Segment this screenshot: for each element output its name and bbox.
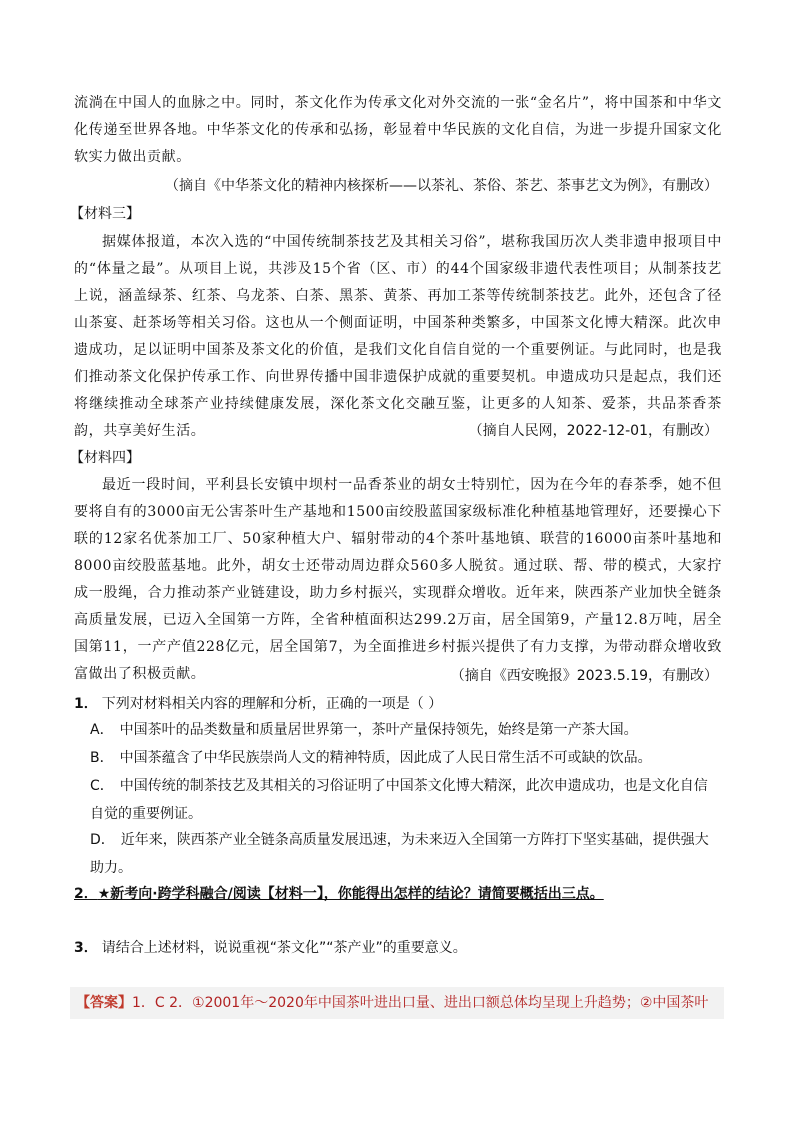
source-material-three: （摘自人民网，2022-12-01，有删改） (468, 423, 718, 439)
question-3 (74, 934, 722, 962)
option-label: A． (90, 722, 114, 738)
source-material-two: （摘自《中华茶文化的精神内核探析——以茶礼、茶俗、茶艺、茶事艺文为例》，有删改） (165, 178, 718, 194)
option-c[interactable] (90, 772, 720, 828)
option-b[interactable] (90, 744, 720, 772)
heading-material-four: 【材料四】 (70, 450, 140, 466)
question-number: 2． (74, 886, 98, 902)
question-text: 下列对材料相关内容的理解和分析，正确的一项是（ ） (101, 696, 443, 712)
question-text: ★新考向·跨学科融合/阅读【材料一】，你能得出怎样的结论？请简要概括出三点。 (97, 886, 604, 902)
option-text: 中国茶叶的品类数量和质量居世界第一，茶叶产量保持领先，始终是第一产茶大国。 (119, 722, 638, 738)
paragraph-material-two-ending: 流淌在中国人的血脉之中。同时，茶文化作为传承文化对外交流的一张“金名片”，将中国茶和中华文化传递至世界各地。中华茶文化的传承和弘扬，彰显着中华民族的文化自信，为进一步提升国家文化软实力做出贡献。 (74, 95, 722, 165)
answer-label: 【答案】 (76, 995, 132, 1011)
option-text: 近年来，陕西茶产业全链条高质量发展迅速，为未来迈入全国第一方阵打下坚实基础，提供强大助力。 (90, 832, 709, 876)
question-number: 1． (74, 696, 98, 712)
option-text: 中国茶蕴含了中华民族崇尚人文的精神特质，因此成了人民日常生活不可或缺的饮品。 (119, 750, 652, 766)
option-label: D． (90, 832, 115, 848)
source-material-four: （摘自《西安晚报》2023.5.19，有删改） (450, 668, 718, 684)
option-text: 中国传统的制茶技艺及其相关的习俗证明了中国茶文化博大精深，此次申遗成功，也是文化自信自觉的重要例证。 (90, 778, 708, 822)
answer-line (76, 993, 722, 1013)
option-a[interactable] (90, 716, 720, 744)
option-label: C． (90, 778, 114, 794)
question-2 (74, 880, 722, 908)
option-d[interactable] (90, 826, 720, 882)
question-1 (74, 690, 722, 718)
heading-material-three: 【材料三】 (70, 206, 140, 222)
paragraph-material-three: 据媒体报道，本次入选的“中国传统制茶技艺及其相关习俗”，堪称我国历次人类非遗申报项目中的“体量之最”。从项目上说，共涉及15个省（区、市）的44个国家级非遗代表性项目；从制茶技艺上说，涵盖绿茶、红茶、乌龙茶、白茶、黑茶、黄茶、再加工茶等传统制茶技艺。此外，还包含了径山茶宴、赶茶场等相关习俗。这也从一个侧面证明，中国茶种类繁多，中国茶文化博大精深。此次申遗成功，足以证明中国茶及茶文化的价值，是我们文化自信自觉的一个重要例证。与此同时，也是我们推动茶文化保护传承工作、向世界传播中国非遗保护成就的重要契机。申遗成功只是起点，我们还将继续推动全球茶产业持续健康发展，深化茶文化交融互鉴，让更多的人知茶、爱茶，共品茶香茶韵，共享美好生活。 (74, 234, 722, 439)
question-number: 3． (74, 940, 98, 956)
question-text: 请结合上述材料，说说重视“茶文化”“茶产业”的重要意义。 (101, 940, 467, 956)
paragraph-material-four: 最近一段时间，平利县长安镇中坝村一品香茶业的胡女士特别忙，因为在今年的春茶季，她不但要将自有的3000亩无公害茶叶生产基地和1500亩绞股蓝国家级标准化种植基地管理好，还要操心下联的12家名优茶加工厂、50家种植大户、辐射带动的4个茶叶基地镇、联营的16000亩茶叶基地和8000亩绞股蓝基地。此外，胡女士还带动周边群众560多人脱贫。通过联、帮、带的模式，大家拧成一股绳，合力推动茶产业链建设，助力乡村振兴，实现群众增收。近年来，陕西茶产业加快全链条高质量发展，已迈入全国第一方阵，全省种植面积达299.2万亩，居全国第9，产量12.8万吨，居全国第11，一产产值228亿元，居全国第7，为全面推进乡村振兴提供了有力支撑，为带动群众增收致富做出了积极贡献。 (74, 477, 722, 682)
answer-content: 1．C 2．①2001年～2020年中国茶叶进出口量、进出口额总体均呈现上升趋势；②中国茶叶 (132, 995, 709, 1011)
option-label: B． (90, 750, 114, 766)
